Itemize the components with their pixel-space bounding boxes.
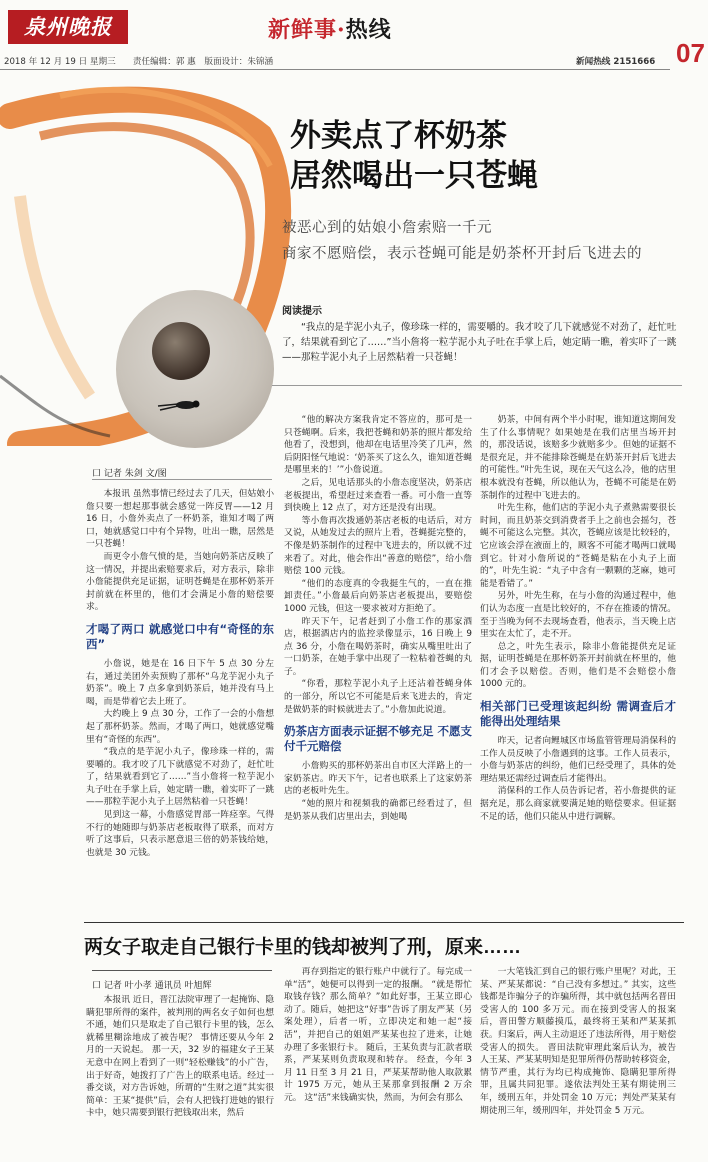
second-story-byline: 口 记者 叶小孝 通讯员 叶旭辉 [92,981,212,991]
paragraph: 昨天下午，记者赶到了小詹工作的那家酒店，根据酒店内的监控录像显示，16 日晚上 9 点 36 分，小詹在喝奶茶时，确实从嘴里吐出了一口奶茶，在她手掌中出现了一粒粘着苍蝇的丸子。 [284,616,472,677]
story-divider [84,922,684,923]
subheading: 相关部门已受理该起纠纷 需调查后才能得出处理结果 [480,699,676,729]
paragraph: 本报讯 虽然事情已经过去了几天，但姑娘小詹只要一想起那事就会感觉一阵反胃——12 月 16 日，小詹外卖点了一杯奶茶，谁知才喝了两口，她就感觉口中有个异物，吐出一瞧，居然是一只苍蝇！ [86,489,274,550]
paragraph: 奶茶，中间有两个半小时呢，谁知道这期间发生了什么事情呢？如果她是在我们店里当场开封的，那没话说，该赔多少就赔多少。但她的证据不是很充足，并不能排除苍蝇是在奶茶开封后飞进去的可能性。”叶先生说，现在天气这么冷，他的店里根本就没有苍蝇，所以他认为，苍蝇不可能是在奶茶制作的过程中飞进去的。 [480,415,676,501]
paragraph: “你看，那粒芋泥小丸子上还沾着苍蝇身体的一部分，所以它不可能是后来飞进去的，肯定是做奶茶的时候就进去了。”小詹加此说道。 [284,679,472,715]
paragraph: 大约晚上 9 点 30 分，工作了一会的小詹想起了那杯奶茶。然而，才喝了两口，她就感觉嘴里有“奇怪的东西”。 [86,709,274,745]
lead-headline [290,116,690,196]
headline-line2: 居然喝出一只苍蝇 [290,158,538,194]
reading-tip-box [272,290,682,386]
lead-column-1 [86,488,274,918]
paragraph: “我点的是芋泥小丸子，像珍珠一样的，需要嚼的。我才咬了几下就感觉不对劲了，赶忙吐了，结果就看到它了……”当小詹将一粒芋泥小丸子吐在手掌上后，她定睛一瞧，着实吓了一跳——那粒芋泥小丸子上居然粘着一只苍蝇！ [86,747,274,808]
paragraph: 另外，叶先生称，在与小詹的沟通过程中，他们认为态度一直是比较好的，不存在推诿的情况。至于当晚为何不去现场查看，他表示，当天晚上店里实在太忙了，走不开。 [480,591,676,640]
second-story-headline: 两女子取走自己银行卡里的钱却被判了刑，原来…… [84,937,522,958]
paragraph: “她的照片和视频我的确都已经看过了，但是奶茶从我们店里出去，到她喝 [284,799,472,822]
second-column-1: 本报讯 近日，晋江法院审理了一起掩饰、隐瞒犯罪所得的案件，被判刑的两名女子如何也想不通，她们只是取走了自己银行卡里的钱，怎么就稀里糊涂地成了被告呢？ 事情还要从今年 2 月的一天说起。 那一天，32 岁的福建女子王某无意中在网上看到了一则“轻松赚钱”的小广告，出于好奇，她拨打了广告上的联系电话。经过一番交谈，对方告诉她，所谓的“生财之道”其实很简单：王某“提供”后，会有人把钱打进她的银行卡中，她只需要到银行把钱取出来，然后 [86,995,274,1119]
paragraph: “他们的态度真的令我挺生气的，一直在推卸责任。”小詹最后向奶茶店老板提出，要赔偿 1000 元钱，但这一要求被对方拒绝了。 [284,578,472,614]
paragraph: 而更令小詹气愤的是，当她向奶茶店反映了这一情况，并提出索赔要求后，对方表示，除非小詹能提供充足证据，证明苍蝇是在那杯奶茶开封前就在杯里的，他们才会满足小詹的赔偿要求。 [86,551,274,613]
second-column-2: 再存到指定的银行账户中就行了。每完成一单“活”，她便可以得到一定的报酬。 “就是帮忙取钱存钱？那么简单？”如此好事，王某立即心动了。随后，她把这“好事”告诉了朋友严某（另案处理），后者一听，立即决定和她一起“接活”，并把自己的姐姐严某某也拉了进来，让她办理了多张银行卡。 随后，王某负责与汇款者联系，严某某则负责取现和转存。 经查，今年 3 月 11 日至 3 月 21 日，严某某帮助他人取款累计 1975 万元，她从王某那拿到报酬 2 万余元。 这“活”来钱确实快，然而，为何会有那么 [284,967,472,1103]
subhead-line1: 被恶心到的姑娘小詹索赔一千元 [282,220,492,236]
subheading: 奶茶店方面表示证据不够充足 不愿支付千元赔偿 [284,724,472,754]
subheading: 才喝了两口 就感觉口中有“奇怪的东西” [86,621,274,651]
lead-byline: 口 记者 朱剑 文/图 [92,466,272,480]
paragraph: 小詹购买的那杯奶茶出自市区大洋路上的一家奶茶店。昨天下午，记者也联系上了这家奶茶店的老板叶先生。 [284,761,472,797]
date-editor-text: 2018 年 12 月 19 日 星期三 责任编辑：郭 惠 版面设计：朱锦涵 [4,57,274,67]
lead-column-3 [480,414,676,918]
milk-tea-photo [116,290,274,448]
page-number: 07 [676,38,705,68]
paragraph: 消保科的工作人员告诉记者，若小詹提供的证据充足，那么商家就要满足她的赔偿要求。但证据不足的话，他们只能从中进行调解。 [480,786,676,822]
paragraph: 总之，叶先生表示，除非小詹能提供充足证据，证明苍蝇是在那杯奶茶开封前就在杯里的，他们才会予以赔偿。否则，他们是不会赔偿小詹 1000 元的。 [480,641,676,690]
taro-ball-image [152,322,210,380]
section-main: 新鲜事· [268,17,346,43]
paragraph: 叶先生称，他们店的芋泥小丸子煮熟需要很长时间，而且奶茶交到消费者手上之前也会摇匀，苍蝇不可能这么完整。其次，苍蝇应该是比较轻的，它应该会浮在液面上的，顾客不可能才喝两口就喝到它。针对小詹所说的“苍蝇是粘在小丸子上面的”，叶先生说：“丸子中含有一颗颗的芝麻，她可能是看错了。” [480,503,676,589]
lead-column-2 [284,414,472,918]
paragraph: “他的解决方案我肯定不答应的，那可是一只苍蝇啊。后来，我把苍蝇和奶茶的照片都发给他看了，没想到，他却在电话里冷笑了几声，然后阴阳怪气地说：‘奶茶买了这么久，谁知道苍蝇是哪里来的！’”小詹说道。 [284,415,472,476]
second-column-3: 一大笔钱汇到自己的银行账户里呢？对此，王某、严某某都说：“自己没有多想过。” 其实，这些钱都是诈骗分子的诈骗所得，其中就包括两名晋田受害人的 100 多万元。而在接到受害人的报案后，晋田警方顺藤摸瓜，最终将王某和严某某抓获。归案后，两人主动退还了违法所得，用于赔偿受害人的损失。 晋田法院审理此案后认为，被告人王某、严某某明知是犯罪所得仍帮助转移资金，情节严重，其行为均已构成掩饰、隐瞒犯罪所得罪，且属共同犯罪。遂依法判处王某有期徒刑三年，缓刑五年，并处罚金 10 万元；判处严某某有期徒刑三年，缓刑四年，并处罚金 5 万元。 [480,967,676,1116]
paragraph: 昨天，记者向鲤城区市场监管管理局消保科的工作人员反映了小詹遇到的这事。工作人员表示，小詹与奶茶店的纠纷，他们已经受理了，具体的处理结果还需经过调查后才能得出。 [480,736,676,784]
section-title [268,13,392,44]
date-line [0,54,670,70]
paper-name-logo: 泉州晚报 [8,10,128,44]
fly-icon [156,398,202,412]
reading-tip-label: 阅读提示 [282,306,322,317]
byline-rule [92,970,272,971]
paragraph: 见到这一幕，小詹感觉胃部一阵痉挛。气得不行的她随即与奶茶店老板取得了联系，而对方听了这事后，只表示愿意退三倍的奶茶钱给她，也就是 30 元钱。 [86,810,274,858]
subhead-line2: 商家不愿赔偿，表示苍蝇可能是奶茶杯开封后飞进去的 [282,246,642,262]
section-accent: 热线 [345,17,392,43]
paragraph: 小詹说，她是在 16 日下午 5 点 30 分左右，通过美团外卖预购了那杯“乌龙芋泥小丸子奶茶”。晚上 7 点多拿到奶茶后，她并没有马上喝，而是带着它去上班了。 [86,658,274,707]
paragraph: 等小詹再次拨通奶茶店老板的电话后，对方又说，从她发过去的照片上看，苍蝇挺完整的，不像是奶茶制作的过程中飞进去的，所以就不过来看了。对此，他会作出“善意的赔偿”，给小詹赔偿 100 元钱。 [284,515,472,577]
reading-tip-text: “我点的是芋泥小丸子，像珍珠一样的，需要嚼的。我才咬了几下就感觉不对劲了，赶忙吐了，结果就看到它了……”当小詹将一粒芋泥小丸子吐在手掌上后，她定睛一瞧，着实吓了一跳——那粒芋泥小丸子上居然粘着一只苍蝇！ [282,322,677,363]
headline-line1: 外卖点了杯奶茶 [290,118,507,154]
paragraph: 之后，见电话那头的小詹态度坚决，奶茶店老板提出，希望赶过来查看一番。可小詹一直等到快晚上 12 点了，对方还是没有出现。 [284,477,472,514]
hotline-text: 新闻热线 2151666 [576,57,656,67]
